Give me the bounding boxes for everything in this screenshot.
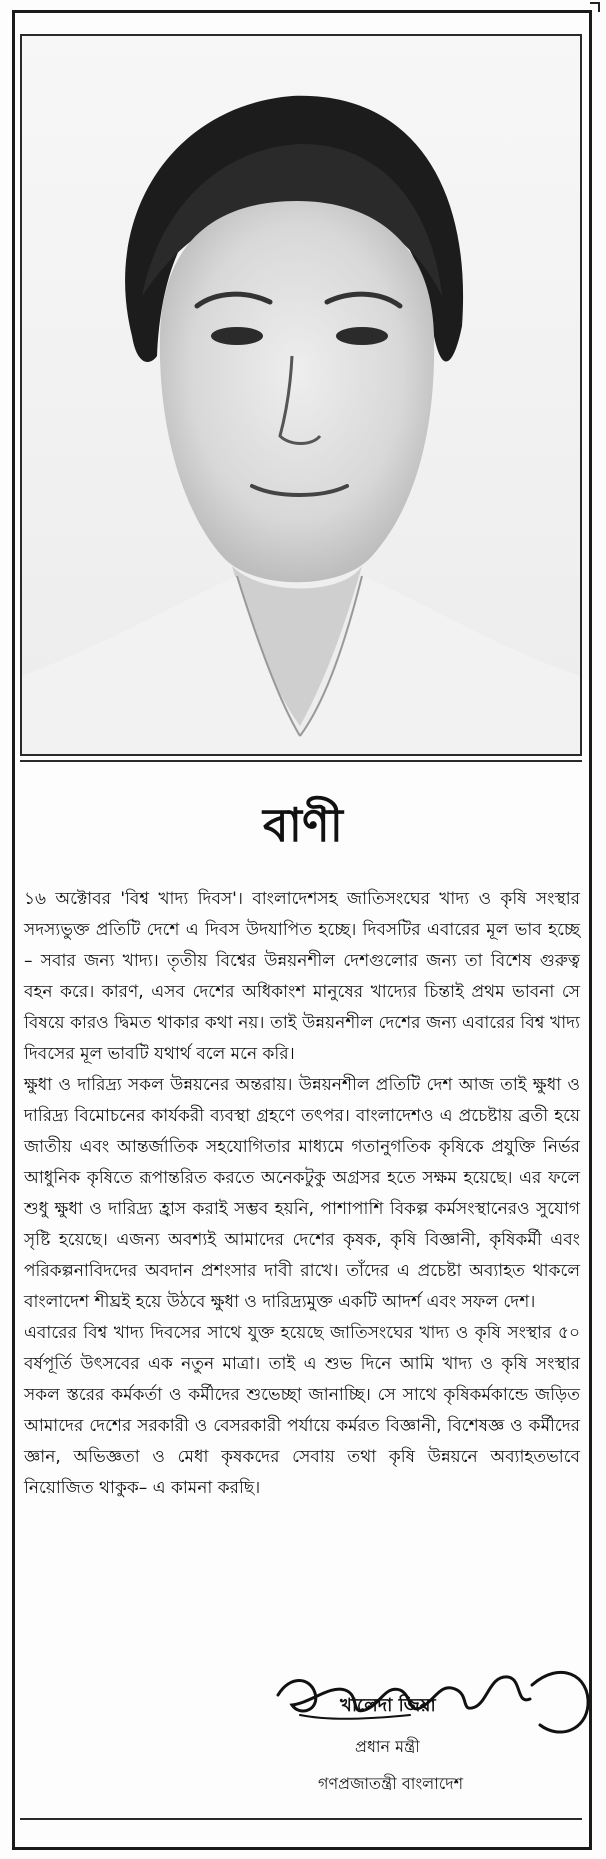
signer-country: গণপ্রজাতন্ত্রী বাংলাদেশ [318, 1774, 464, 1793]
message-title: বাণী [263, 798, 343, 852]
portrait-photo [20, 34, 582, 756]
signer-name: খালেদা জিয়া [340, 1695, 436, 1716]
portrait-image [22, 36, 580, 754]
message-paragraph-3: এবারের বিশ্ব খাদ্য দিবসের সাথে যুক্ত হয়েছে জাতিসংঘের খাদ্য ও কৃষি সংস্থার ৫০ বর্ষপূর্তি উৎসবের এক নতুন মাত্রা। তাই এ শুভ দিনে আমি খাদ্য ও কৃষি সংস্থার সকল স্তরের কর্মকর্তা ও কর্মীদের শুভেচ্ছা জানাচ্ছি। সে সাথে কৃষিকর্মকান্ডে জড়িত আমাদের দেশের সরকারী ও বেসরকারী পর্যায়ে কর্মরত বিজ্ঞানী, বিশেষজ্ঞ ও কর্মীদের জ্ঞান, অভিজ্ঞতা ও মেধা কৃষকদের সেবায় তথা কৃষি উন্নয়নে অব্যাহতভাবে নিয়োজিত থাকুক– এ কামনা করছি। [24, 1323, 580, 1498]
photo-divider [20, 760, 582, 762]
signer-designation: প্রধান মন্ত্রী [355, 1737, 420, 1756]
message-paragraph-2: ক্ষুধা ও দারিদ্র্য সকল উন্নয়নের অন্তরায়। উন্নয়নশীল প্রতিটি দেশ আজ তাই ক্ষুধা ও দারিদ্র্য বিমোচনের কার্যকরী ব্যবস্থা গ্রহণে তৎপর। বাংলাদেশও এ প্রচেষ্টায় ব্রতী হয়ে জাতীয় এবং আন্তর্জাতিক সহযোগিতার মাধ্যমে গতানুগতিক কৃষিকে প্রযুক্তি নির্ভর আধুনিক কৃষিতে রূপান্তরিত করতে অনেকটুকু অগ্রসর হতে সক্ষম হয়েছে। এর ফলে শুধু ক্ষুধা ও দারিদ্র্য হ্রাস করাই সম্ভব হয়নি, পাশাপাশি বিকল্প কর্মসংস্থানেরও সুযোগ সৃষ্টি হয়েছে। এজন্য অবশ্যই আমাদের দেশের কৃষক, কৃষি বিজ্ঞানী, কৃষিকর্মী এবং পরিকল্পনাবিদদের অবদান প্রশংসার দাবী রাখে। তাঁদের এ প্রচেষ্টা অব্যাহত থাকলে বাংলাদেশ শীঘ্রই হয়ে উঠবে ক্ষুধা ও দারিদ্র্যমুক্ত একটি আদর্শ এবং সফল দেশ। [24, 1075, 580, 1312]
message-body [24, 884, 580, 1504]
corner-mark [590, 2, 600, 12]
bottom-divider [20, 1818, 582, 1820]
message-paragraph-1: ১৬ অক্টোবর 'বিশ্ব খাদ্য দিবস'। বাংলাদেশসহ জাতিসংঘের খাদ্য ও কৃষি সংস্থার সদস্যভুক্ত প্রতিটি দেশে এ দিবস উদযাপিত হচ্ছে। দিবসটির এবারের মূল ভাব হচ্ছে – সবার জন্য খাদ্য। তৃতীয় বিশ্বের উন্নয়নশীল দেশগুলোর জন্য তা বিশেষ গুরুত্ব বহন করে। কারণ, এসব দেশের অধিকাংশ মানুষের খাদ্যের চিন্তাই প্রথম ভাবনা সে বিষয়ে কারও দ্বিমত থাকার কথা নয়। তাই উন্নয়নশীল দেশের জন্য এবারের বিশ্ব খাদ্য দিবসের মূল ভাবটি যথার্থ বলে মনে করি। [24, 889, 580, 1064]
